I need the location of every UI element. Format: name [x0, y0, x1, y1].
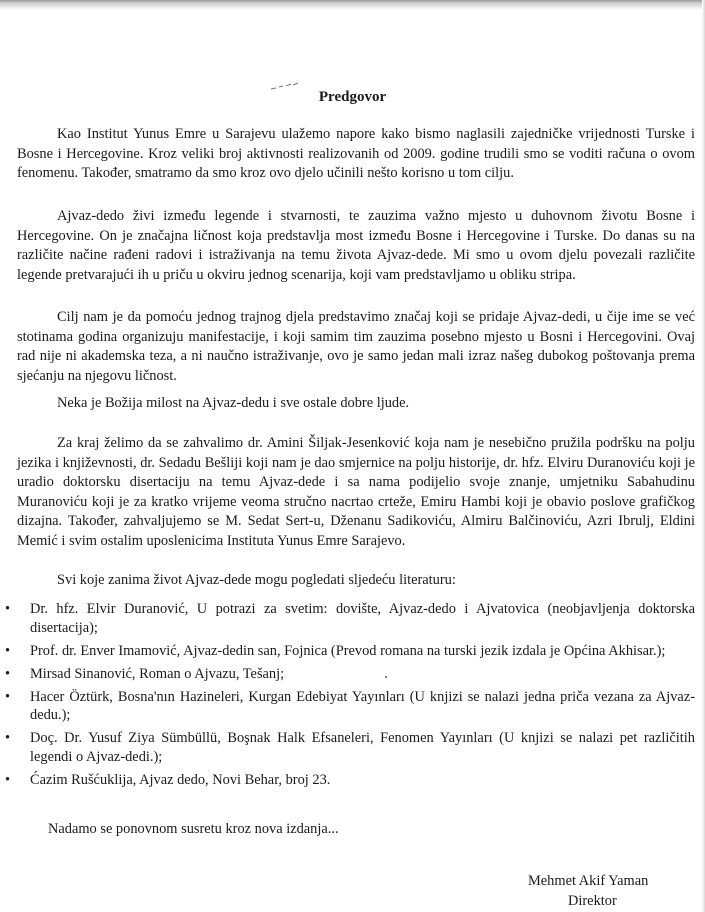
literature-item: • Hacer Öztürk, Bosna'nın Hazineleri, Kurgan Edebiyat Yayınları (U knjizi se nalazi jedna priča vezana za Ajvaz-dedu.); — [5, 688, 695, 724]
bullet-icon: • — [5, 642, 11, 659]
bullet-icon: • — [5, 771, 11, 788]
literature-item: • Dr. hfz. Elvir Duranović, U potrazi za svetim: dovište, Ajvaz-dedo i Ajvatovica (neobjavljenja doktorska disertacija); — [5, 601, 695, 636]
paragraph-blessing: Neka je Božija milost na Ajvaz-dedu i sve ostale dobre ljude. — [57, 395, 410, 411]
literature-item: • Doç. Dr. Yusuf Ziya Sümbüllü, Boşnak Halk Efsaneleri, Fenomen Yayınları (U knjizi se nalazi pet različitih legendi o Ajvaz-dedi.); — [5, 730, 695, 765]
paragraph-literature-intro: Svi koje zanima život Ajvaz-dede mogu pogledati sljedeću literaturu: — [57, 572, 456, 588]
literature-list — [0, 600, 695, 794]
page-title: Predgovor — [318, 89, 387, 105]
bullet-icon: • — [5, 730, 11, 747]
paragraph-intro: Kao Institut Yunus Emre u Sarajevu ulažemo napore kako bismo naglasili zajedničke vrijednosti Turske i Bosne i Hercegovine. Kroz veliki broj aktivnosti realizovanih od 2009. godine trudili smo se voditi računa o ovom fenomenu. Također, smatramo da smo kroz ovo djelo učinili nešto korisno u tom cilju. — [17, 126, 695, 182]
scan-edge-top — [0, 0, 705, 10]
signature-role: Direktor — [568, 893, 617, 909]
scan-speck — [385, 676, 387, 678]
bullet-icon: • — [5, 688, 11, 705]
closing-line: Nadamo se ponovnom susretu kroz nova izdanja... — [48, 821, 339, 837]
literature-item: • Prof. dr. Enver Imamović, Ajvaz-dedin san, Fojnica (Prevod romana na turski jezik izdala je Općina Akhisar.); — [5, 642, 666, 659]
literature-item: • Ćazim Rušćuklija, Ajvaz dedo, Novi Behar, broj 23. — [5, 771, 331, 788]
bullet-icon: • — [5, 665, 11, 682]
paragraph-acknowledgements: Za kraj želimo da se zahvalimo dr. Amini Šiljak-Jesenković koja nam je nesebično pružila podršku na polju jezika i književnosti, dr. Sedadu Bešliji koji nam je dao smjernice na polju historije, dr. hfz. Elviru Duranoviću koji je uradio doktorsku disertaciju na temu Ajvaz-dede i sa nama podijelio svoje znanje, umjetniku Sabahudinu Muranoviću koji je za kratko vrijeme veoma stručno nacrtao crteže, Emiru Hambi koji je obavio poslove grafičkog dizajna. Također, zahvaljujemo se M. Sedat Sert-u, Dženanu Sadikoviću, Almiru Balčinoviću, Azri Ibrulj, Eldini Memić i svim ostalim uposlenicima Instituta Yunus Emre Sarajevo. — [17, 435, 695, 549]
paragraph-ajvaz-dedo: Ajvaz-dedo živi između legende i stvarnosti, te zauzima važno mjesto u duhovnom životu Bosne i Hercegovine. On je značajna ličnost koja predstavlja most između Bosne i Hercegovine i Turske. Do danas su na različite načine rađeni radovi i istraživanja na temu života Ajvaz-dede. Mi smo u ovom djelu povezali različite legende pretvarajući ih u priču u okviru jednog scenarija, koji vam predstavljamo u obliku stripa. — [17, 208, 695, 283]
bullet-icon: • — [5, 601, 11, 617]
paragraph-goal: Cilj nam je da pomoću jednog trajnog djela predstavimo značaj koji se pridaje Ajvaz-dedi, u čije ime se već stotinama godina organizuju manifestacije, i koji samim tim zauzima posebno mjesto u Bosni i Hercegovini. Ovaj rad nije ni akademska teza, a ni naučno istraživanje, ovo je samo jedan mali izraz našeg dubokog poštovanja prema sjećanju na njegovu ličnost. — [17, 309, 695, 384]
signature-name: Mehmet Akif Yaman — [528, 873, 649, 889]
literature-item: • Mirsad Sinanović, Roman o Ajvazu, Tešanj; — [5, 665, 285, 682]
